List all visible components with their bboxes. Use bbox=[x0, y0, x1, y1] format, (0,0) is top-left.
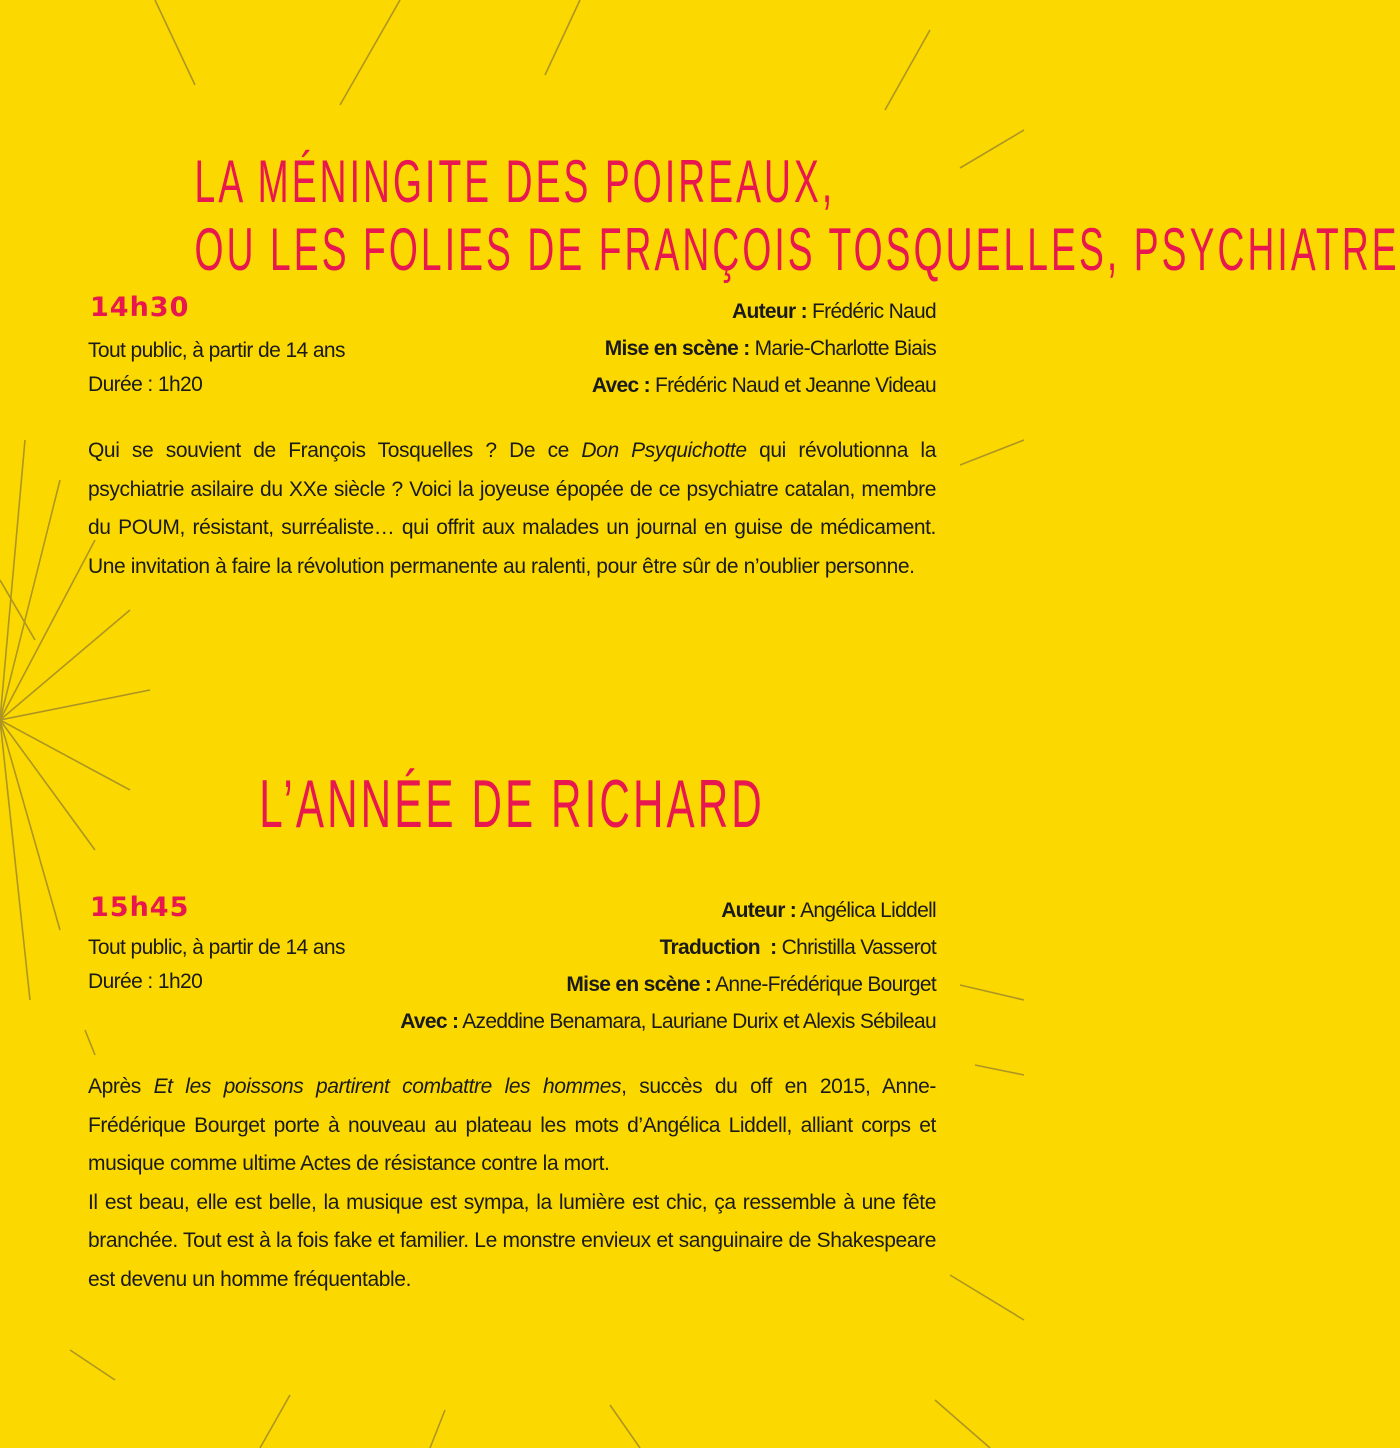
show2-title bbox=[0, 766, 1024, 842]
show2-title-text: L’ANNÉE DE RICHARD bbox=[259, 766, 765, 842]
show2-duration: Durée : 1h20 bbox=[88, 970, 203, 993]
show1-credit-director: Mise en scène : Marie-Charlotte Biais bbox=[604, 337, 936, 360]
show2-time: 15h45 bbox=[90, 892, 190, 923]
show1-credits bbox=[592, 293, 936, 404]
show2-credit-cast: Avec : Azeddine Benamara, Lauriane Durix et Alexis Sébileau bbox=[400, 1010, 936, 1033]
show1-description: Qui se souvient de François Tosquelles ? De ce Don Psyquichotte qui révolutionna la psychiatrie asilaire du XXe siècle ? Voici la joyeuse épopée de ce psychiatre catalan, membre du POUM, résistant, surréaliste… qui offrit aux malades un journal en guise de médicament. Une invitation à faire la révolution permanente au ralenti, pour être sûr de n’oublier personne. bbox=[88, 439, 936, 578]
show2-credit-translation: Traduction : Christilla Vasserot bbox=[659, 936, 936, 959]
show1-title-line1: LA MÉNINGITE DES POIREAUX, bbox=[194, 148, 836, 215]
show1-info bbox=[88, 334, 345, 402]
show2-description-para2: Il est beau, elle est belle, la musique est sympa, la lumière est chic, ça ressemble à une fête branchée. Tout est à la fois fake et familier. Le monstre envieux et sanguinaire de Shakespeare est devenu un homme fréquentable. bbox=[88, 1190, 936, 1291]
show2-credit-author: Auteur : Angélica Liddell bbox=[721, 899, 936, 922]
show1-audience: Tout public, à partir de 14 ans bbox=[88, 339, 345, 362]
show1-credit-author: Auteur : Frédéric Naud bbox=[731, 300, 936, 323]
show2-credits bbox=[400, 892, 936, 1040]
show2-credit-director: Mise en scène : Anne-Frédérique Bourget bbox=[566, 973, 936, 996]
show2-description-para1: Après Et les poissons partirent combattre les hommes, succès du off en 2015, Anne-Frédérique Bourget porte à nouveau au plateau les mots d’Angélica Liddell, alliant corps et musique comme ultime Actes de résistance contre la mort. bbox=[88, 1075, 936, 1175]
show2-info bbox=[88, 931, 345, 999]
show1-title bbox=[0, 148, 1024, 215]
show2-audience: Tout public, à partir de 14 ans bbox=[88, 936, 345, 959]
show1-duration: Durée : 1h20 bbox=[88, 373, 203, 396]
show2-description bbox=[88, 1068, 936, 1299]
show1-title-line2: OU LES FOLIES DE FRANÇOIS TOSQUELLES, PSYCHIATRE bbox=[194, 216, 1400, 283]
show1-credit-cast: Avec : Frédéric Naud et Jeanne Videau bbox=[591, 374, 936, 397]
show1-time: 14h30 bbox=[90, 292, 190, 323]
show1-title-2 bbox=[0, 216, 1400, 283]
